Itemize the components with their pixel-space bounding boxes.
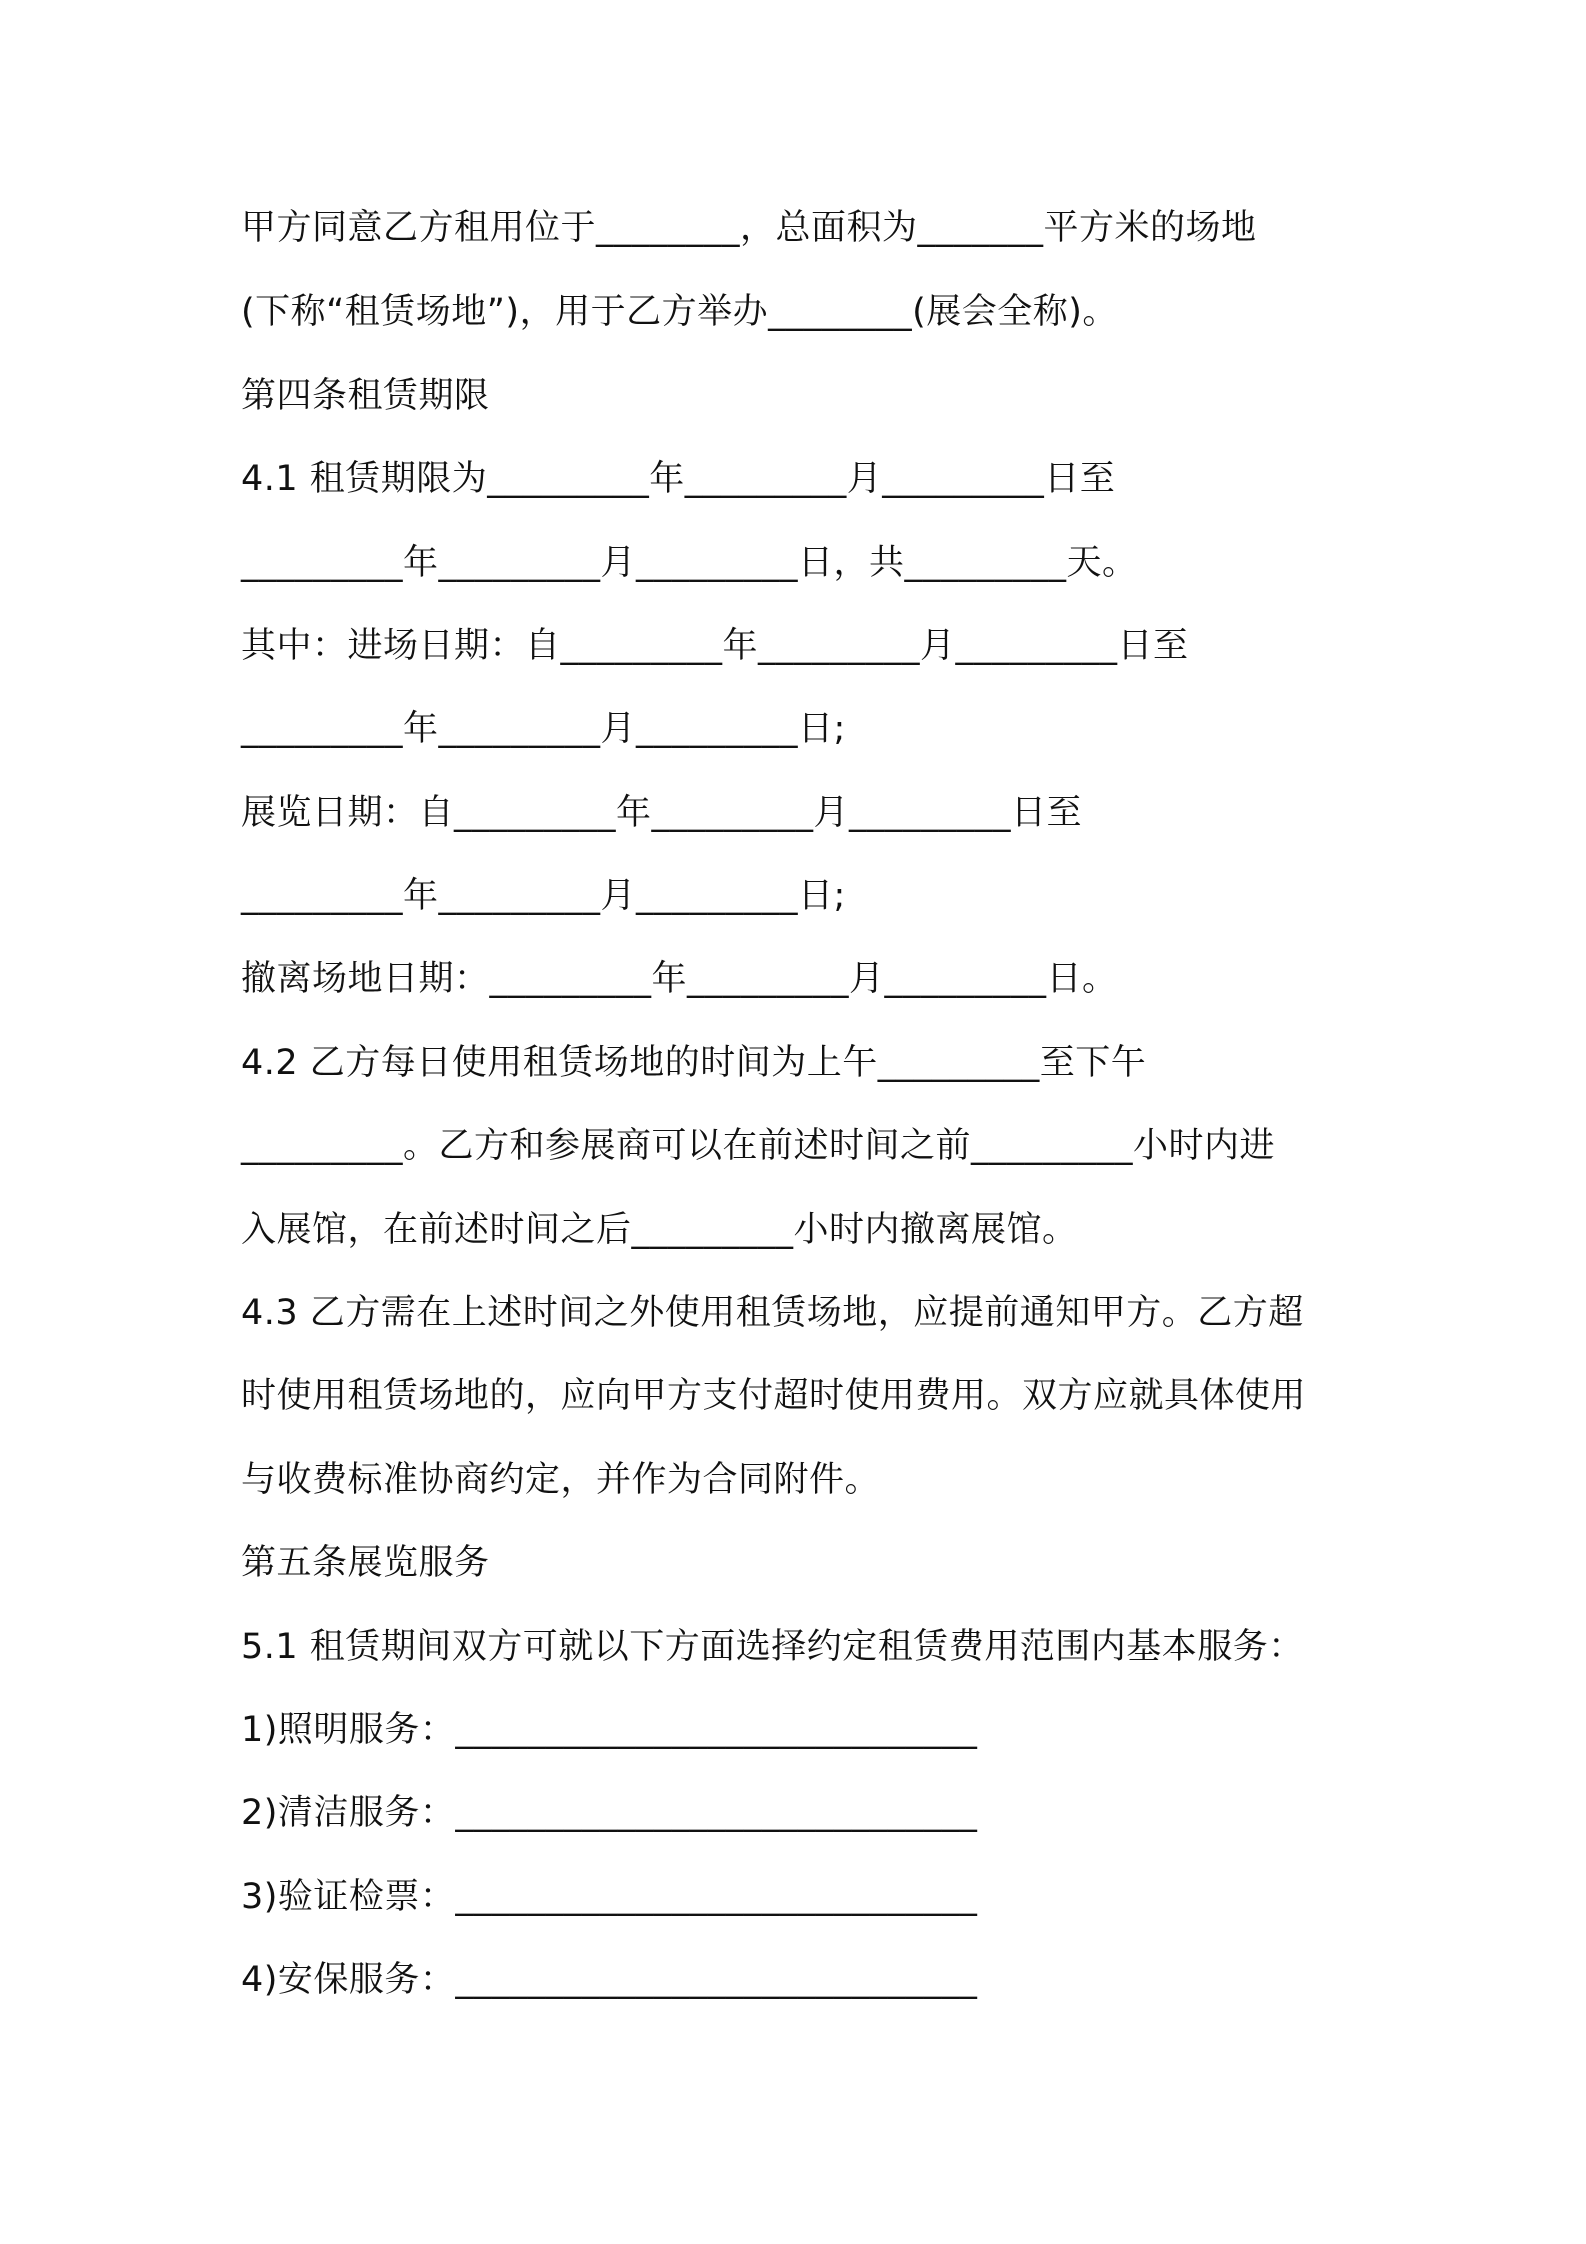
- text-line: 其中：进场日期：自_________年_________月_________日至: [241, 626, 1189, 666]
- text-line: 4.3 乙方需在上述时间之外使用租赁场地，应提前通知甲方。乙方超: [241, 1293, 1304, 1333]
- text-line: 入展馆，在前述时间之后_________小时内撤离展馆。: [241, 1210, 1078, 1250]
- text-line: _________年_________月_________日，共_________天。: [241, 543, 1138, 583]
- list-item: 2)清洁服务：_____________________________: [241, 1793, 978, 1833]
- text-line: 撤离场地日期：_________年_________月_________日。: [241, 959, 1118, 999]
- text-line: (下称“租赁场地”)，用于乙方举办________(展会全称)。: [241, 292, 1118, 332]
- list-item: 3)验证检票：_____________________________: [241, 1877, 978, 1917]
- section-heading: 第五条展览服务: [241, 1543, 490, 1583]
- list-item: 4)安保服务：_____________________________: [241, 1960, 978, 2000]
- text-line: 展览日期：自_________年_________月_________日至: [241, 793, 1083, 833]
- text-line: 时使用租赁场地的，应向甲方支付超时使用费用。双方应就具体使用: [241, 1376, 1307, 1416]
- list-item: 1)照明服务：_____________________________: [241, 1710, 978, 1750]
- text-line: 4.2 乙方每日使用租赁场地的时间为上午_________至下午: [241, 1043, 1147, 1083]
- text-line: 5.1 租赁期间双方可就以下方面选择约定租赁费用范围内基本服务：: [241, 1627, 1304, 1667]
- text-line: 甲方同意乙方租用位于________，总面积为_______平方米的场地: [241, 208, 1257, 248]
- text-line: 4.1 租赁期限为_________年_________月_________日至: [241, 459, 1116, 499]
- text-line: _________年_________月_________日;: [241, 709, 846, 749]
- text-line: _________年_________月_________日;: [241, 876, 846, 916]
- text-line: _________。乙方和参展商可以在前述时间之前_________小时内进: [241, 1126, 1276, 1166]
- section-heading: 第四条租赁期限: [241, 376, 490, 416]
- text-line: 与收费标准协商约定，并作为合同附件。: [241, 1460, 881, 1500]
